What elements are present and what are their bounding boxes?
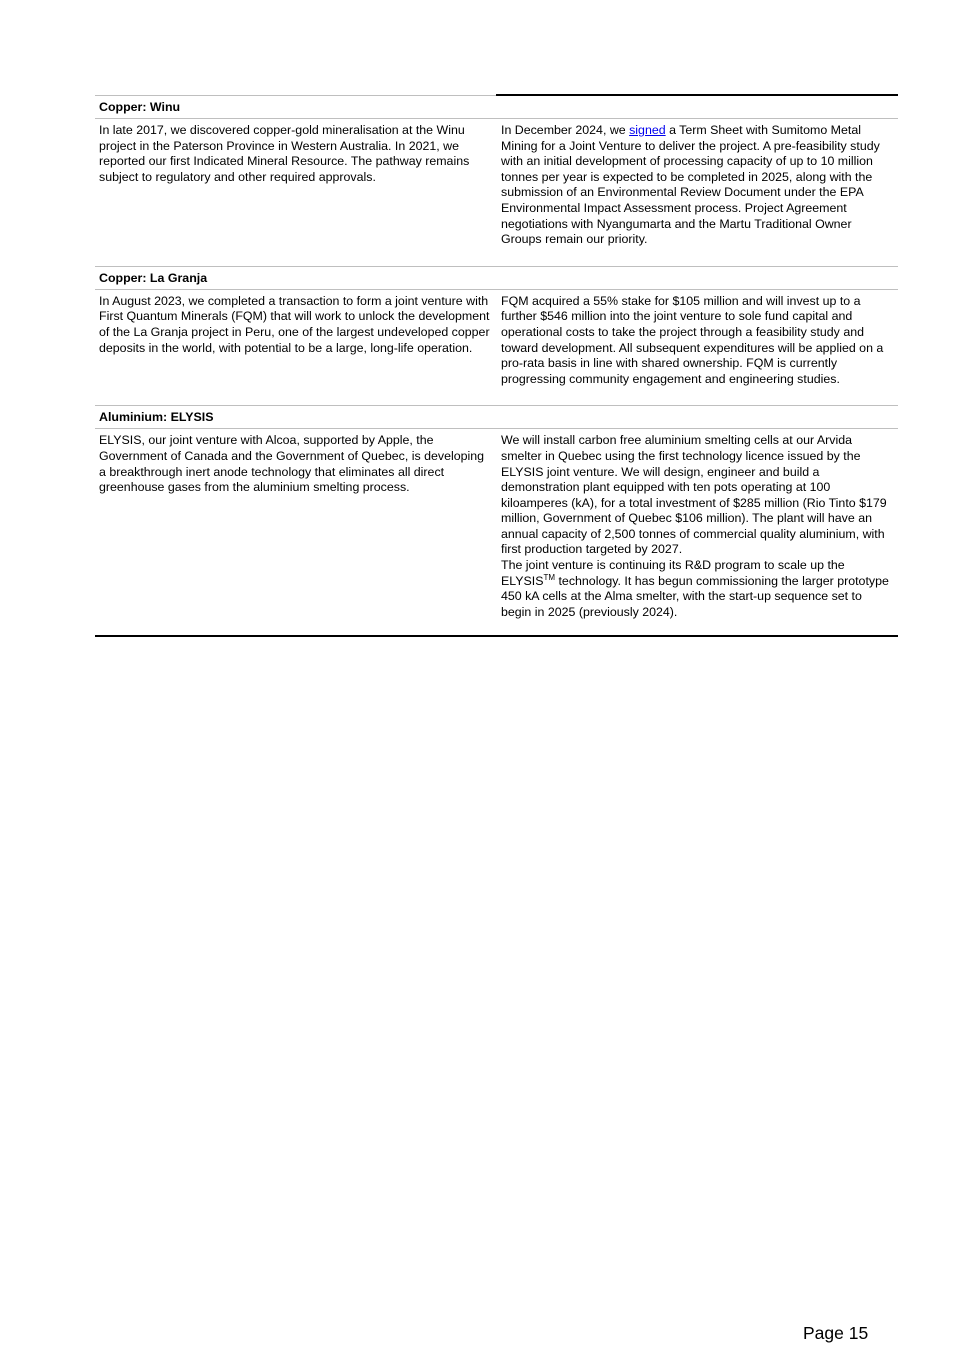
- signed-link[interactable]: signed: [629, 123, 666, 137]
- winu-description: In late 2017, we discovered copper-gold mineralisation at the Winu project in the Paterson Province in Western Australia. In 2021, we reported our first Indicated Mineral Resource. The pathway remains subject to regulatory and other required approvals.: [99, 123, 470, 184]
- page-number: Page 15: [803, 1323, 869, 1343]
- projects-table: [95, 94, 898, 637]
- section-body-la-granja: [95, 290, 898, 406]
- elysis-p2-text-end: technology. It has begun commissioning the larger prototype 450 kA cells at the Alma smelter, with the start-up sequence set to begin in 2025 (previously 2024).: [501, 573, 889, 619]
- winu-update-text-end: a Term Sheet with Sumitomo Metal Mining for a Joint Venture to deliver the project. A pre-feasibility study with an initial development of processing capacity of up to 10 million tonnes per year is expected to be completed in 2025, along with the submission of an Environmental Review Document under the EPA Environmental Impact Assessment process. Project Agreement negotiations with Nyangumarta and the Martu Traditional Owner Groups remain our priority.: [501, 123, 880, 247]
- section-header-la-granja: Copper: La Granja: [95, 266, 898, 290]
- bottom-rule: [95, 635, 898, 637]
- top-rule: [496, 94, 898, 96]
- elysis-update-paragraph-2: [501, 558, 894, 620]
- la-granja-update: FQM acquired a 55% stake for $105 million and will invest up to a further $546 million into the joint venture to sole fund capital and operational costs to take the project through a feasibility study and toward development. All subsequent expenditures will be applied on a pro-rata basis in line with shared ownership. FQM is currently progressing community engagement and engineering studies.: [501, 293, 884, 386]
- section-body-winu: [95, 119, 898, 266]
- section-header-winu: Copper: Winu: [95, 95, 898, 119]
- section-body-elysis: [95, 429, 898, 638]
- winu-update-text-start: In December 2024, we: [501, 123, 630, 137]
- elysis-update-paragraph-1: We will install carbon free aluminium smelting cells at our Arvida smelter in Quebec using the first technology licence issued by the ELYSIS joint venture. We will design, engineer and build a demonstration plant equipped with ten pots operating at 100 kiloamperes (kA), for a total investment of $285 million (Rio Tinto $179 million, Government of Quebec $106 million). The plant will have an annual capacity of 2,500 tonnes of commercial quality aluminium, with first production targeted by 2027.: [501, 433, 887, 557]
- winu-update: [496, 119, 898, 248]
- la-granja-description: In August 2023, we completed a transaction to form a joint venture with First Quantum Minerals (FQM) that will work to unlock the development of the La Granja project in Peru, one of the largest undeveloped copper deposits in the world, with potential to be a large, long-life operation.: [99, 293, 490, 355]
- trademark-mark: TM: [543, 572, 556, 582]
- section-header-elysis: Aluminium: ELYSIS: [95, 405, 898, 429]
- elysis-p2-text-start: The joint venture is continuing its R&D program to scale up the ELYSIS: [501, 558, 845, 588]
- elysis-update: [496, 429, 898, 620]
- elysis-description: ELYSIS, our joint venture with Alcoa, supported by Apple, the Government of Canada and the Government of Quebec, is developing a breakthrough inert anode technology that eliminates all direct greenhouse gases from the aluminium smelting process.: [99, 433, 485, 495]
